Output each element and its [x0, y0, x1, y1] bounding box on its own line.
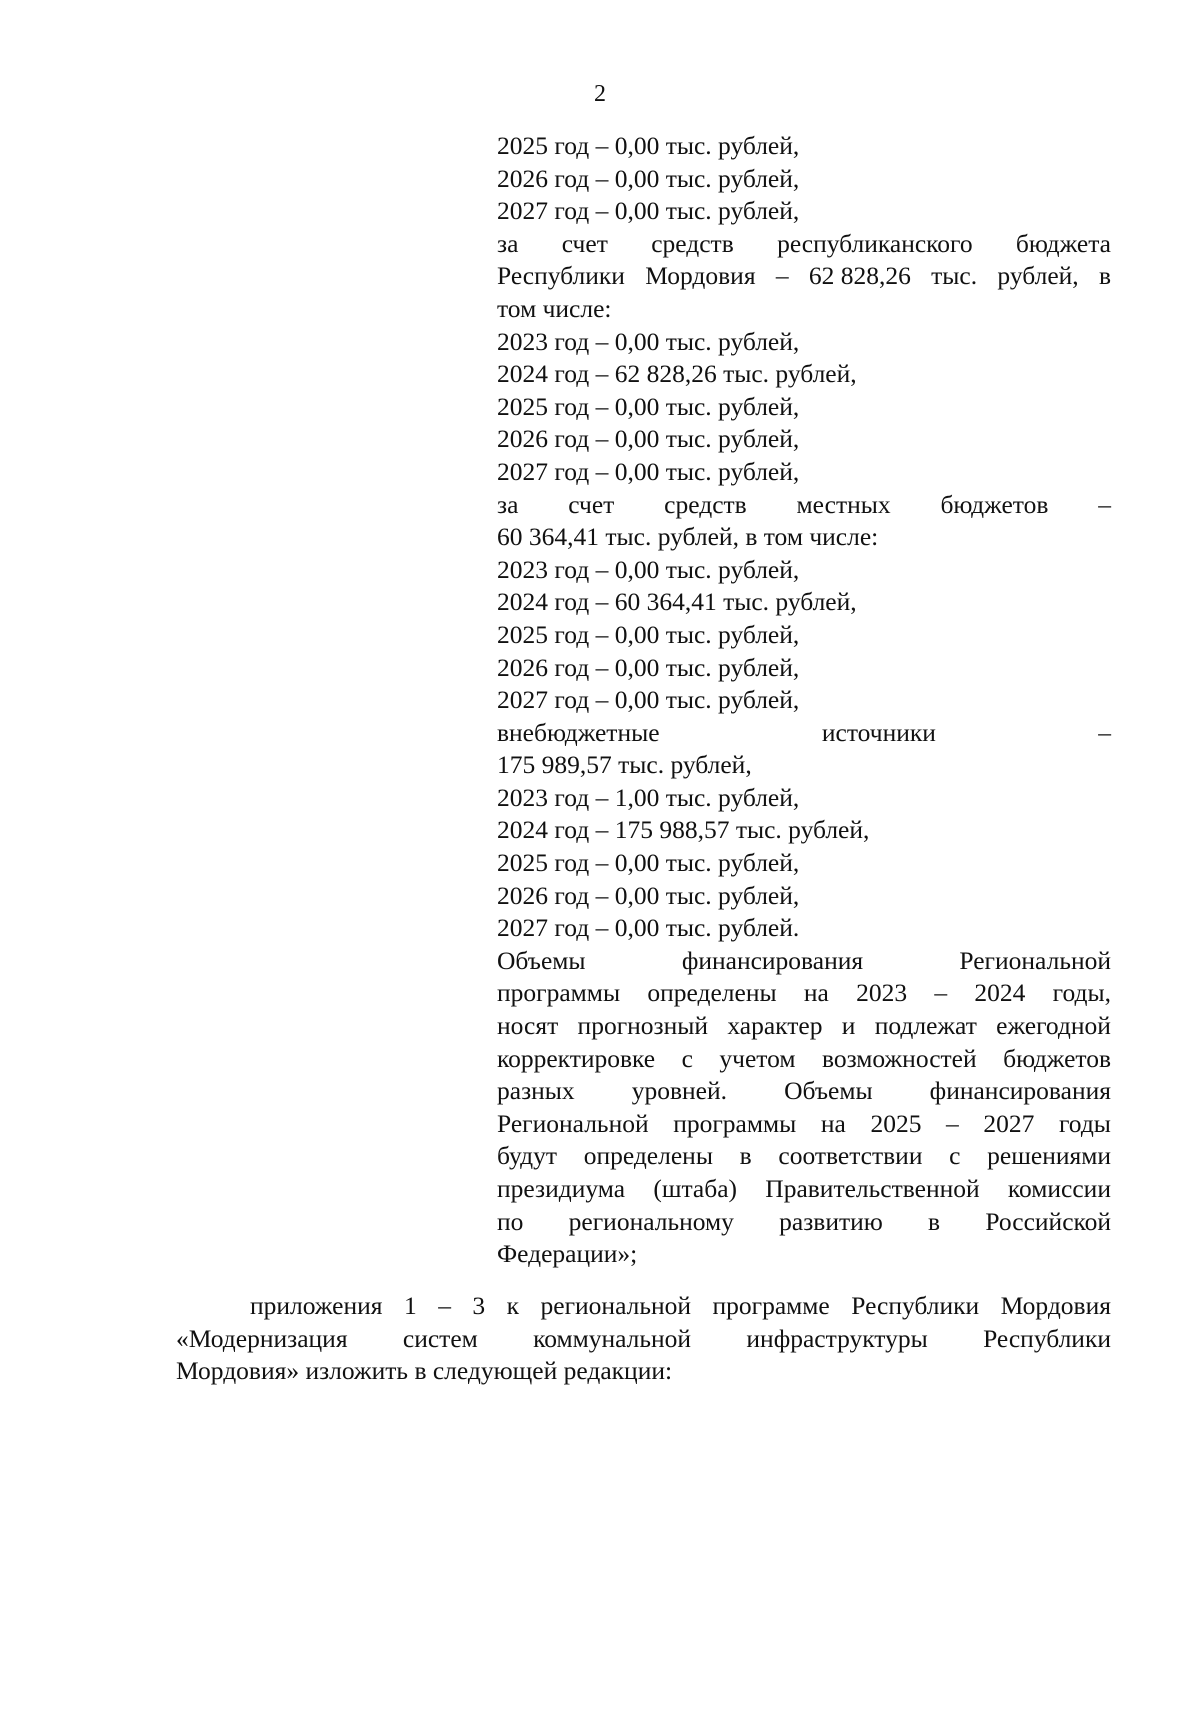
word: Объемы	[497, 945, 586, 975]
word: определены	[583, 1141, 713, 1171]
word: Мордовия	[1000, 1291, 1111, 1320]
text-line: 2023 год – 1,00 тыс. рублей,	[497, 782, 800, 812]
word: с	[681, 1043, 693, 1073]
text-line: 2026 год – 0,00 тыс. рублей,	[497, 652, 800, 682]
word: программы	[673, 1108, 797, 1138]
justified-line	[497, 1043, 1111, 1076]
word: на	[820, 1108, 846, 1138]
text-line: Мордовия» изложить в следующей редакции:	[176, 1356, 673, 1386]
word: региональной	[540, 1291, 692, 1320]
word: за	[497, 228, 519, 258]
text-line: 2026 год – 0,00 тыс. рублей,	[497, 163, 800, 193]
word: по	[497, 1206, 524, 1236]
word: уровней.	[631, 1076, 728, 1106]
word: в	[739, 1141, 752, 1171]
word: Республики	[983, 1323, 1111, 1353]
word: бюджета	[1015, 228, 1111, 258]
word: за	[497, 489, 519, 519]
word: Республики	[497, 261, 625, 291]
text-line: 2023 год – 0,00 тыс. рублей,	[497, 554, 800, 584]
text-line: 2025 год – 0,00 тыс. рублей,	[497, 619, 800, 649]
justified-line	[497, 1010, 1111, 1043]
word: Объемы	[784, 1076, 873, 1106]
word: 2027	[983, 1108, 1035, 1138]
text-line: 2027 год – 0,00 тыс. рублей,	[497, 456, 800, 486]
word: с	[949, 1141, 961, 1171]
word: подлежат	[874, 1011, 977, 1041]
word: республиканского	[777, 228, 973, 258]
word: местных	[796, 489, 891, 519]
word: счет	[568, 489, 615, 519]
word: 2025	[870, 1108, 922, 1138]
word: –	[1098, 489, 1111, 519]
word: ежегодной	[996, 1011, 1111, 1041]
word: программы	[497, 978, 621, 1008]
justified-line	[497, 717, 1111, 750]
word: корректировке	[497, 1043, 656, 1073]
word: разных	[497, 1076, 575, 1106]
text-line: 2027 год – 0,00 тыс. рублей,	[497, 685, 800, 715]
word: приложения	[250, 1291, 383, 1320]
word: средств	[651, 228, 734, 258]
text-line: 2024 год – 62 828,26 тыс. рублей,	[497, 359, 857, 389]
word: характер	[727, 1011, 823, 1041]
word: носят	[497, 1011, 559, 1041]
word: в	[1098, 261, 1111, 291]
word: –	[1098, 717, 1111, 747]
word: 1	[403, 1291, 417, 1320]
word: инфраструктуры	[746, 1323, 928, 1353]
text-line: 175 989,57 тыс. рублей,	[497, 750, 752, 780]
text-line: 60 364,41 тыс. рублей, в том числе:	[497, 522, 879, 552]
word: 2023	[856, 978, 908, 1008]
word: президиума	[497, 1174, 626, 1203]
word: Региональной	[959, 945, 1111, 975]
word: 3	[472, 1291, 486, 1320]
word: учетом	[719, 1043, 796, 1073]
justified-line	[497, 945, 1111, 978]
text-line: 2024 год – 60 364,41 тыс. рублей,	[497, 587, 857, 617]
word: региональному	[568, 1206, 734, 1236]
text-line: 2023 год – 0,00 тыс. рублей,	[497, 326, 800, 356]
word: –	[775, 261, 789, 291]
word: бюджетов	[1003, 1043, 1111, 1073]
word: Мордовия	[645, 261, 756, 291]
justified-line	[497, 489, 1111, 522]
word: 62 828,26	[808, 261, 911, 291]
word: бюджетов	[940, 489, 1049, 519]
justified-line	[497, 260, 1111, 293]
appendix-paragraph	[176, 1290, 1111, 1388]
text-line: 2025 год – 0,00 тыс. рублей,	[497, 131, 800, 160]
word: –	[934, 978, 948, 1008]
text-line: 2027 год – 0,00 тыс. рублей.	[497, 913, 800, 943]
word: развитию	[779, 1206, 883, 1236]
word: тыс.	[931, 261, 978, 291]
text-line: Федерации»;	[497, 1239, 638, 1269]
text-line: 2026 год – 0,00 тыс. рублей,	[497, 880, 800, 910]
text-line: 2024 год – 175 988,57 тыс. рублей,	[497, 815, 870, 845]
word: (штаба)	[653, 1174, 738, 1203]
word: соответствии	[778, 1141, 923, 1171]
word: «Модернизация	[176, 1323, 348, 1353]
justified-line	[176, 1323, 1111, 1356]
justified-line	[497, 977, 1111, 1010]
justified-line	[176, 1290, 1111, 1323]
text-line: 2026 год – 0,00 тыс. рублей,	[497, 424, 800, 454]
text-line: том числе:	[497, 293, 612, 323]
word: и	[841, 1011, 856, 1041]
word: финансирования	[929, 1076, 1111, 1106]
justified-line	[497, 1173, 1111, 1206]
word: Региональной	[497, 1108, 649, 1138]
word: программе	[712, 1291, 830, 1320]
word: Российской	[985, 1206, 1111, 1236]
text-line: 2025 год – 0,00 тыс. рублей,	[497, 391, 800, 421]
page-number: 2	[594, 81, 606, 107]
word: счет	[561, 228, 608, 258]
word: решениями	[987, 1141, 1111, 1171]
justified-line	[497, 228, 1111, 261]
word: к	[506, 1291, 520, 1320]
word: 2024	[974, 978, 1026, 1008]
word: –	[946, 1108, 959, 1138]
word: годы,	[1052, 978, 1111, 1008]
word: прогнозный	[577, 1011, 709, 1041]
text-line: 2027 год – 0,00 тыс. рублей,	[497, 196, 800, 226]
word: –	[438, 1291, 451, 1320]
word: Правительственной	[765, 1174, 980, 1203]
word: будут	[497, 1141, 558, 1171]
word: на	[803, 978, 829, 1008]
text-line: 2025 год – 0,00 тыс. рублей,	[497, 848, 800, 878]
funding-column	[497, 130, 1111, 1271]
word: в	[928, 1206, 941, 1236]
word: систем	[402, 1323, 478, 1353]
word: возможностей	[821, 1043, 977, 1073]
word: рублей,	[997, 261, 1079, 291]
word: коммунальной	[533, 1323, 692, 1353]
word: комиссии	[1007, 1174, 1111, 1203]
justified-line	[497, 1108, 1111, 1141]
word: Республики	[851, 1291, 980, 1320]
word: внебюджетные	[497, 717, 660, 747]
word: финансирования	[681, 945, 864, 975]
justified-line	[497, 1075, 1111, 1108]
word: средств	[664, 489, 747, 519]
justified-line	[497, 1206, 1111, 1239]
word: источники	[821, 717, 936, 747]
justified-line	[497, 1140, 1111, 1173]
word: определены	[647, 978, 777, 1008]
word: годы	[1058, 1108, 1111, 1138]
